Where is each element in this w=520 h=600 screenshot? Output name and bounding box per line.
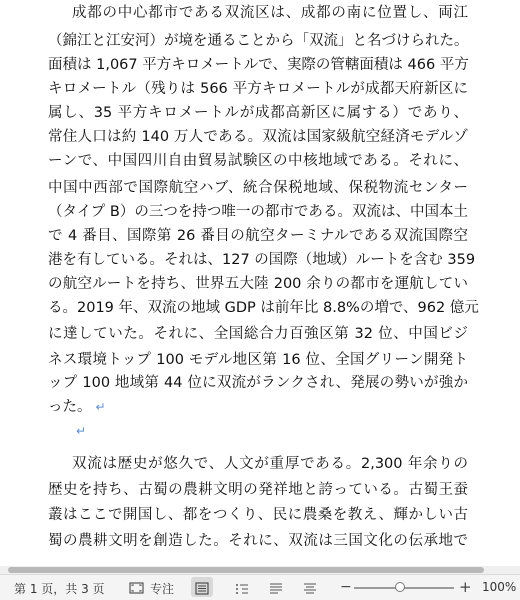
text-line: 中国中西部で国際航空ハブ、統合保税地域、保税物流センター <box>48 180 468 196</box>
text-line: に達していた。それに、全国総合力百強区第 32 位、中国ビジ <box>48 326 468 342</box>
text-line: 双流は歴史が悠久で、人文が重厚である。2,300 年余りの <box>72 456 468 472</box>
text-line: 叢はここで開国し、都をつくり、民に農桑を教え、輝かしい古 <box>48 507 468 523</box>
status-bar <box>0 574 520 600</box>
text-line: （タイプ B）の三つを持つ唯一の都市である。双流は、中国本土 <box>48 204 468 220</box>
text-line: 歴史を持ち、古蜀の農耕文明の発祥地と誇っている。古蜀王蚕 <box>48 482 468 498</box>
text-line: る。2019 年、双流の地域 GDP は前年比 8.8%の増で、962 億元 <box>48 300 479 316</box>
paragraph-mark-icon: ↵ <box>95 400 106 414</box>
zoom-out-button[interactable]: − <box>340 579 352 595</box>
page-indicator[interactable]: 第 1 页，共 3 页 <box>14 582 105 596</box>
text-line: ーンで、中国四川自由貿易試験区の中核地域である。それに、 <box>48 153 468 169</box>
text-line: の航空ルートを持ち、世界五大陸 200 余りの都市を運航してい <box>48 276 468 292</box>
text-line-last <box>48 398 468 416</box>
focus-mode-icon[interactable] <box>128 581 144 595</box>
zoom-in-button[interactable]: + <box>459 578 472 596</box>
page-view-icon[interactable] <box>194 581 210 595</box>
zoom-slider-handle[interactable] <box>395 582 405 592</box>
focus-mode-label[interactable]: 专注 <box>150 582 175 596</box>
text-line: 常住人口は約 140 万人である。双流は国家級航空経済モデルゾ <box>48 129 468 145</box>
horizontal-scrollbar[interactable] <box>0 566 520 574</box>
zoom-level[interactable]: 100% <box>482 580 517 594</box>
text-line: （錦江と江安河）が境を通ることから「双流」と名づけられた。 <box>48 33 469 49</box>
text-line: 属し、35 平方キロメートルが成都高新区に属する）であり、 <box>48 105 468 121</box>
empty-paragraph-mark-icon: ↵ <box>76 424 87 438</box>
text-line: 蜀の農耕文明を創造した。それに、双流は三国文化の伝承地で <box>48 533 468 549</box>
text-line: ネス環境トップ 100 モデル地区第 16 位、全国グリーン開発ト <box>48 352 468 368</box>
text-line: 港を有している。それは、127 の国際（地域）ルートを含む 359 <box>48 252 476 268</box>
text-line-content: った。 <box>48 399 92 415</box>
web-view-icon[interactable] <box>268 581 284 595</box>
scrollbar-thumb[interactable] <box>8 567 484 573</box>
read-view-icon[interactable] <box>302 581 318 595</box>
text-line: 面積は 1,067 平方キロメートルで、実際の管轄面積は 466 平方 <box>48 57 469 73</box>
text-line: ップ 100 地域第 44 位に双流がランクされ、発展の勢いが強か <box>48 375 468 391</box>
outline-view-icon[interactable] <box>234 581 250 595</box>
text-line: 成都の中心都市である双流区は、成都の南に位置し、両江 <box>72 5 468 21</box>
text-line: キロメートル（残りは 566 平方キロメートルが成都天府新区に <box>48 81 468 97</box>
text-line: で 4 番目、国際第 26 番目の航空ターミナルである双流国際空 <box>48 228 468 244</box>
